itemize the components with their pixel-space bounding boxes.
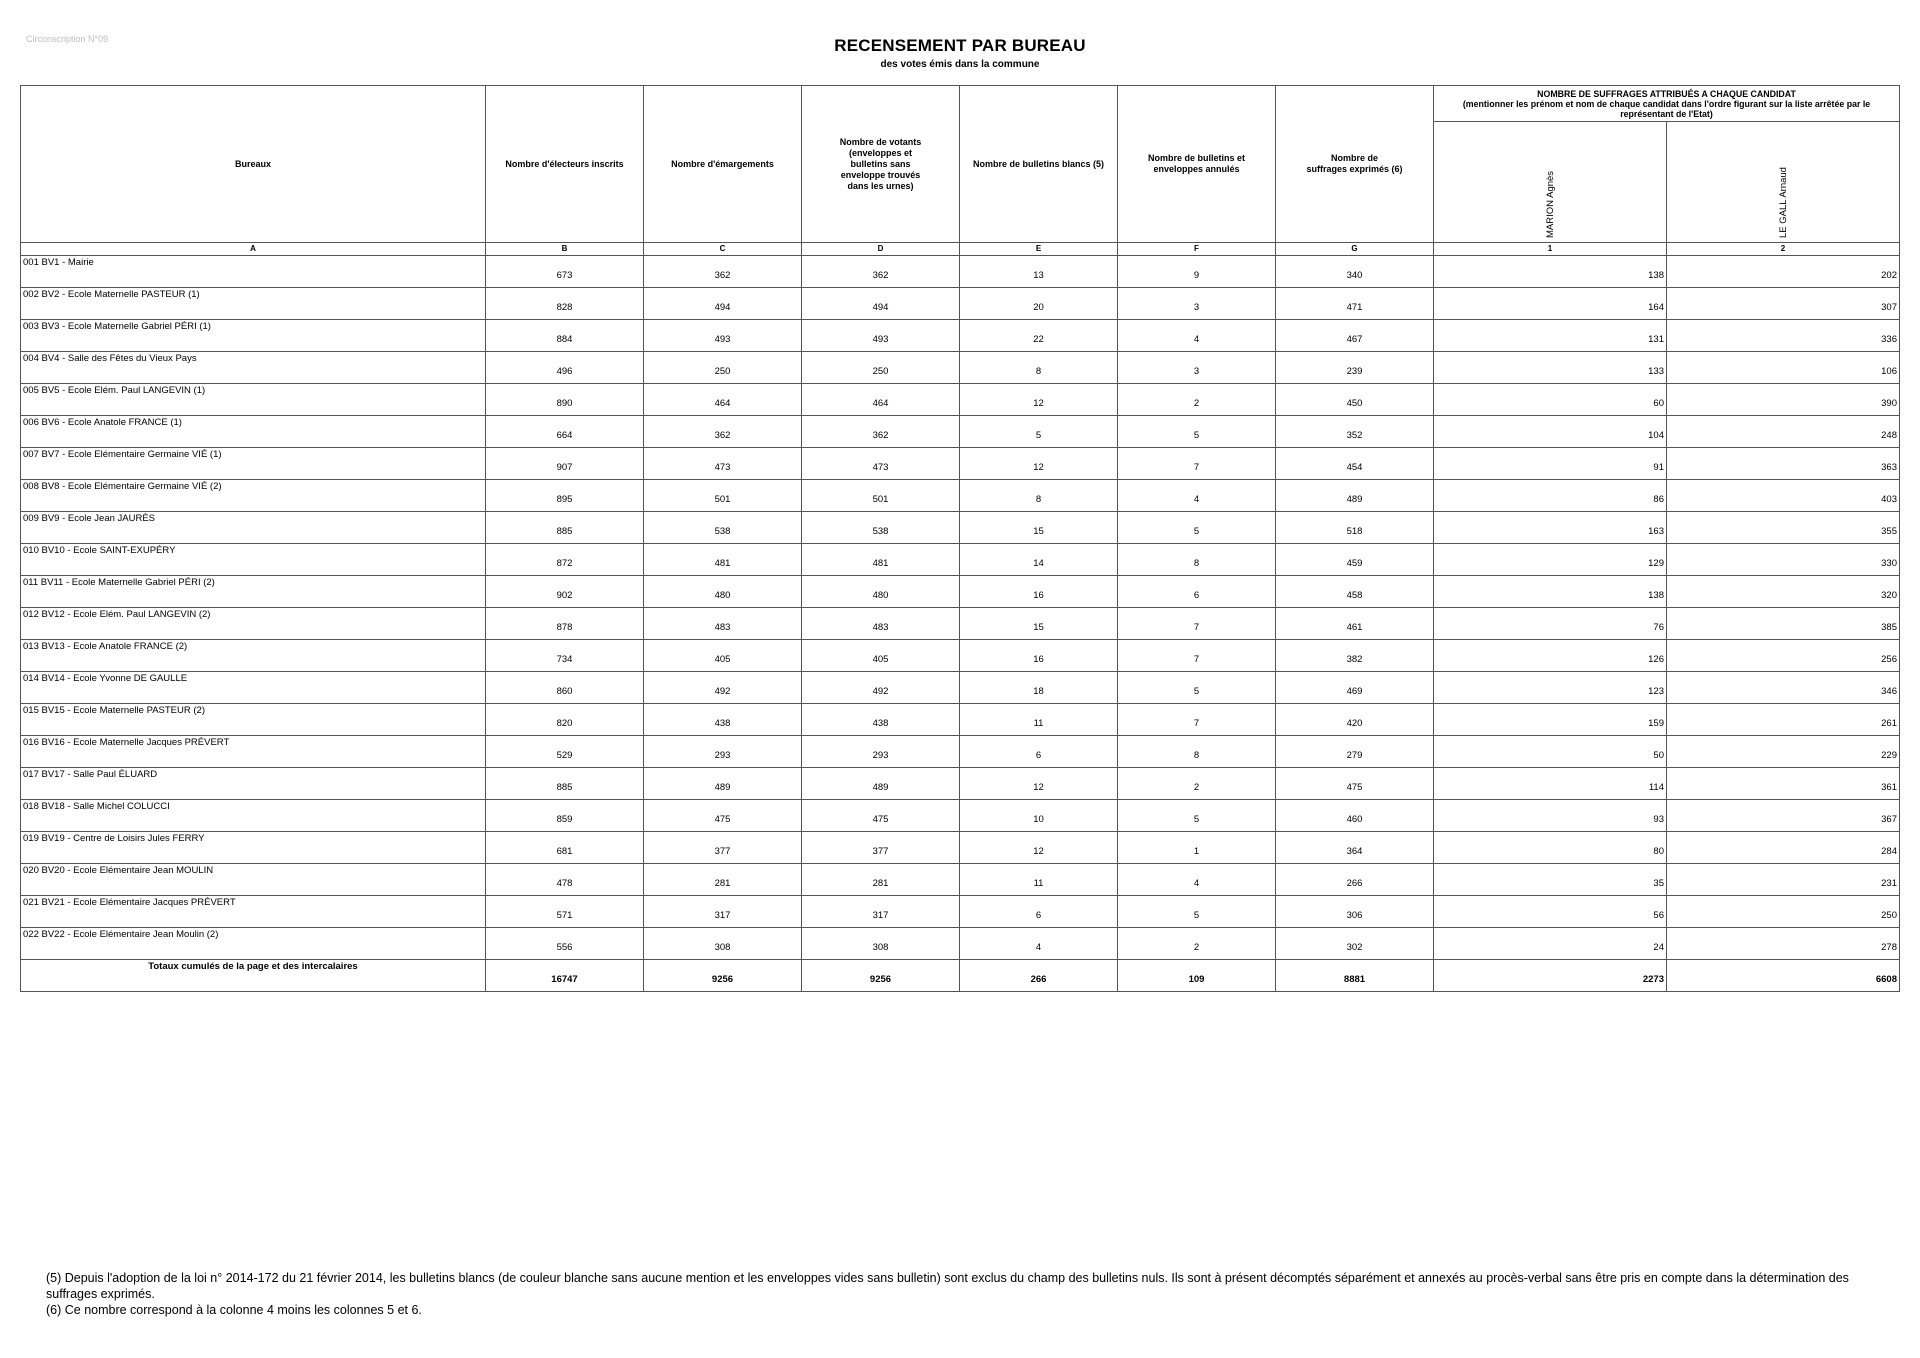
cell-exprimes: 302 — [1276, 928, 1434, 960]
cell-candidate-1: 104 — [1434, 416, 1667, 448]
column-letter: B — [486, 243, 644, 256]
cell-candidate-1: 138 — [1434, 256, 1667, 288]
bureau-name: 009 BV9 - Ecole Jean JAURÈS — [21, 512, 486, 544]
cell-exprimes: 454 — [1276, 448, 1434, 480]
cell-votants: 308 — [802, 928, 960, 960]
cell-annules: 4 — [1118, 320, 1276, 352]
cell-blancs: 15 — [960, 512, 1118, 544]
cell-candidate-2: 250 — [1667, 896, 1900, 928]
cell-votants: 475 — [802, 800, 960, 832]
cell-exprimes: 382 — [1276, 640, 1434, 672]
cell-blancs: 8 — [960, 480, 1118, 512]
column-letter: C — [644, 243, 802, 256]
cell-emargements: 250 — [644, 352, 802, 384]
column-letter: E — [960, 243, 1118, 256]
cell-inscrits: 859 — [486, 800, 644, 832]
cell-exprimes: 475 — [1276, 768, 1434, 800]
cell-annules: 7 — [1118, 640, 1276, 672]
cell-candidate-2: 307 — [1667, 288, 1900, 320]
cell-votants: 481 — [802, 544, 960, 576]
cell-exprimes: 459 — [1276, 544, 1434, 576]
col-header-bureaux: Bureaux — [21, 86, 486, 243]
cell-annules: 3 — [1118, 352, 1276, 384]
table-row — [21, 576, 1900, 608]
cell-candidate-2: 363 — [1667, 448, 1900, 480]
cell-candidate-2: 385 — [1667, 608, 1900, 640]
bureau-name: 020 BV20 - Ecole Elémentaire Jean MOULIN — [21, 864, 486, 896]
bureau-name: 002 BV2 - Ecole Maternelle PASTEUR (1) — [21, 288, 486, 320]
table-body — [21, 256, 1900, 960]
cell-candidate-1: 50 — [1434, 736, 1667, 768]
cell-inscrits: 878 — [486, 608, 644, 640]
cell-emargements: 492 — [644, 672, 802, 704]
cell-annules: 5 — [1118, 512, 1276, 544]
cell-blancs: 15 — [960, 608, 1118, 640]
cell-votants: 281 — [802, 864, 960, 896]
cell-blancs: 12 — [960, 832, 1118, 864]
cell-emargements: 494 — [644, 288, 802, 320]
total-votants: 9256 — [802, 960, 960, 992]
total-exprimes: 8881 — [1276, 960, 1434, 992]
cell-annules: 2 — [1118, 384, 1276, 416]
cell-emargements: 501 — [644, 480, 802, 512]
cell-inscrits: 556 — [486, 928, 644, 960]
cell-inscrits: 496 — [486, 352, 644, 384]
cell-emargements: 438 — [644, 704, 802, 736]
cell-inscrits: 571 — [486, 896, 644, 928]
page-subtitle: des votes émis dans la commune — [880, 59, 1040, 70]
cell-exprimes: 279 — [1276, 736, 1434, 768]
cell-blancs: 11 — [960, 864, 1118, 896]
cell-inscrits: 828 — [486, 288, 644, 320]
cell-annules: 1 — [1118, 832, 1276, 864]
cell-inscrits: 902 — [486, 576, 644, 608]
table-row — [21, 896, 1900, 928]
cell-votants: 501 — [802, 480, 960, 512]
cell-votants: 480 — [802, 576, 960, 608]
cell-emargements: 405 — [644, 640, 802, 672]
cell-exprimes: 458 — [1276, 576, 1434, 608]
cell-candidate-2: 361 — [1667, 768, 1900, 800]
cell-candidate-1: 159 — [1434, 704, 1667, 736]
cell-votants: 494 — [802, 288, 960, 320]
bureau-name: 010 BV10 - Ecole SAINT-EXUPÉRY — [21, 544, 486, 576]
bureau-name: 014 BV14 - Ecole Yvonne DE GAULLE — [21, 672, 486, 704]
cell-votants: 538 — [802, 512, 960, 544]
table-row — [21, 448, 1900, 480]
cell-emargements: 317 — [644, 896, 802, 928]
cell-blancs: 20 — [960, 288, 1118, 320]
bureau-name: 004 BV4 - Salle des Fêtes du Vieux Pays — [21, 352, 486, 384]
cell-emargements: 293 — [644, 736, 802, 768]
col-header-candidate-2 — [1667, 122, 1900, 243]
cell-inscrits: 907 — [486, 448, 644, 480]
table-row — [21, 416, 1900, 448]
table-row — [21, 800, 1900, 832]
cell-annules: 2 — [1118, 928, 1276, 960]
bureau-name: 017 BV17 - Salle Paul ÉLUARD — [21, 768, 486, 800]
col-header-emargements: Nombre d'émargements — [644, 86, 802, 243]
cell-emargements: 481 — [644, 544, 802, 576]
cell-blancs: 12 — [960, 448, 1118, 480]
cell-blancs: 4 — [960, 928, 1118, 960]
footnote-6: (6) Ce nombre correspond à la colonne 4 moins les colonnes 5 et 6. — [46, 1303, 422, 1317]
table-row — [21, 640, 1900, 672]
cell-votants: 293 — [802, 736, 960, 768]
cell-blancs: 16 — [960, 576, 1118, 608]
total-annules: 109 — [1118, 960, 1276, 992]
cell-exprimes: 469 — [1276, 672, 1434, 704]
cell-candidate-2: 202 — [1667, 256, 1900, 288]
cell-candidate-2: 346 — [1667, 672, 1900, 704]
cell-annules: 8 — [1118, 544, 1276, 576]
table-row — [21, 352, 1900, 384]
cell-emargements: 362 — [644, 256, 802, 288]
bureau-name: 011 BV11 - Ecole Maternelle Gabriel PÉRI (2) — [21, 576, 486, 608]
bureau-name: 012 BV12 - Ecole Elém. Paul LANGEVIN (2) — [21, 608, 486, 640]
cell-blancs: 12 — [960, 384, 1118, 416]
cell-annules: 5 — [1118, 800, 1276, 832]
cell-exprimes: 460 — [1276, 800, 1434, 832]
cell-exprimes: 461 — [1276, 608, 1434, 640]
total-blancs: 266 — [960, 960, 1118, 992]
cell-candidate-1: 114 — [1434, 768, 1667, 800]
cell-exprimes: 518 — [1276, 512, 1434, 544]
bureau-name: 016 BV16 - Ecole Maternelle Jacques PRÉVERT — [21, 736, 486, 768]
cell-candidate-2: 336 — [1667, 320, 1900, 352]
cell-annules: 8 — [1118, 736, 1276, 768]
cell-annules: 6 — [1118, 576, 1276, 608]
bureau-name: 013 BV13 - Ecole Anatole FRANCE (2) — [21, 640, 486, 672]
cell-emargements: 308 — [644, 928, 802, 960]
cell-votants: 317 — [802, 896, 960, 928]
cell-annules: 2 — [1118, 768, 1276, 800]
cell-inscrits: 478 — [486, 864, 644, 896]
cell-emargements: 473 — [644, 448, 802, 480]
cell-inscrits: 673 — [486, 256, 644, 288]
cell-votants: 362 — [802, 416, 960, 448]
bureau-name: 005 BV5 - Ecole Elém. Paul LANGEVIN (1) — [21, 384, 486, 416]
col-header-annules: Nombre de bulletins et enveloppes annulés — [1118, 86, 1276, 243]
cell-exprimes: 306 — [1276, 896, 1434, 928]
table-row — [21, 544, 1900, 576]
cell-blancs: 18 — [960, 672, 1118, 704]
cell-exprimes: 489 — [1276, 480, 1434, 512]
cell-candidate-2: 261 — [1667, 704, 1900, 736]
cell-emargements: 480 — [644, 576, 802, 608]
col-header-inscrits: Nombre d'électeurs inscrits — [486, 86, 644, 243]
candidate-1-name: MARION Agnès — [1545, 170, 1556, 238]
bureau-name: 015 BV15 - Ecole Maternelle PASTEUR (2) — [21, 704, 486, 736]
column-letter: 2 — [1667, 243, 1900, 256]
table-row — [21, 864, 1900, 896]
totals-label: Totaux cumulés de la page et des intercalaires — [21, 960, 486, 992]
cell-blancs: 5 — [960, 416, 1118, 448]
table-row — [21, 512, 1900, 544]
cell-candidate-1: 131 — [1434, 320, 1667, 352]
cell-votants: 250 — [802, 352, 960, 384]
circonscription-label: Circonscription N°09 — [26, 34, 109, 44]
table-row — [21, 928, 1900, 960]
table-row — [21, 768, 1900, 800]
table-row — [21, 256, 1900, 288]
col-header-votants: Nombre de votants (enveloppes et bulletins sans enveloppe trouvés dans les urnes) — [802, 86, 960, 243]
bureau-name: 003 BV3 - Ecole Maternelle Gabriel PÉRI (1) — [21, 320, 486, 352]
cell-candidate-2: 320 — [1667, 576, 1900, 608]
cell-votants: 464 — [802, 384, 960, 416]
col-header-candidats-group: NOMBRE DE SUFFRAGES ATTRIBUÉS A CHAQUE CANDIDAT (mentionner les prénom et nom de chaque candidat dans l'ordre figurant sur la liste arrêtée par le représentant de l'Etat) — [1434, 86, 1900, 122]
cell-candidate-1: 138 — [1434, 576, 1667, 608]
cell-candidate-1: 80 — [1434, 832, 1667, 864]
cell-inscrits: 734 — [486, 640, 644, 672]
col-header-candidate-1 — [1434, 122, 1667, 243]
table-row — [21, 288, 1900, 320]
cell-candidate-1: 93 — [1434, 800, 1667, 832]
total-candidate-1: 2273 — [1434, 960, 1667, 992]
cell-candidate-2: 284 — [1667, 832, 1900, 864]
column-letter: A — [21, 243, 486, 256]
column-letter: D — [802, 243, 960, 256]
table-row — [21, 480, 1900, 512]
table-row — [21, 736, 1900, 768]
cell-annules: 7 — [1118, 608, 1276, 640]
cell-candidate-2: 367 — [1667, 800, 1900, 832]
cell-exprimes: 420 — [1276, 704, 1434, 736]
cell-candidate-1: 86 — [1434, 480, 1667, 512]
cell-votants: 493 — [802, 320, 960, 352]
cell-inscrits: 820 — [486, 704, 644, 736]
cell-emargements: 464 — [644, 384, 802, 416]
results-table — [20, 85, 1900, 992]
cell-candidate-1: 126 — [1434, 640, 1667, 672]
cell-votants: 473 — [802, 448, 960, 480]
cell-emargements: 493 — [644, 320, 802, 352]
cell-inscrits: 885 — [486, 768, 644, 800]
total-emargements: 9256 — [644, 960, 802, 992]
cell-blancs: 11 — [960, 704, 1118, 736]
cell-votants: 438 — [802, 704, 960, 736]
cell-inscrits: 872 — [486, 544, 644, 576]
cell-candidate-1: 24 — [1434, 928, 1667, 960]
cell-candidate-2: 231 — [1667, 864, 1900, 896]
cell-candidate-1: 35 — [1434, 864, 1667, 896]
cell-exprimes: 471 — [1276, 288, 1434, 320]
cell-votants: 362 — [802, 256, 960, 288]
cell-votants: 377 — [802, 832, 960, 864]
cell-blancs: 16 — [960, 640, 1118, 672]
cell-exprimes: 467 — [1276, 320, 1434, 352]
cell-candidate-1: 129 — [1434, 544, 1667, 576]
cell-blancs: 13 — [960, 256, 1118, 288]
bureau-name: 006 BV6 - Ecole Anatole FRANCE (1) — [21, 416, 486, 448]
cell-annules: 5 — [1118, 416, 1276, 448]
cell-votants: 489 — [802, 768, 960, 800]
cell-candidate-1: 123 — [1434, 672, 1667, 704]
bureau-name: 008 BV8 - Ecole Elémentaire Germaine VIÉ (2) — [21, 480, 486, 512]
cell-blancs: 10 — [960, 800, 1118, 832]
cell-exprimes: 364 — [1276, 832, 1434, 864]
column-letter: G — [1276, 243, 1434, 256]
footnotes — [46, 1270, 1876, 1318]
cell-inscrits: 860 — [486, 672, 644, 704]
candidate-2-name: LE GALL Arnaud — [1778, 167, 1789, 238]
cell-annules: 5 — [1118, 672, 1276, 704]
cell-annules: 4 — [1118, 864, 1276, 896]
cell-candidate-1: 91 — [1434, 448, 1667, 480]
cell-candidate-1: 164 — [1434, 288, 1667, 320]
cell-blancs: 6 — [960, 736, 1118, 768]
cell-candidate-2: 248 — [1667, 416, 1900, 448]
cell-blancs: 6 — [960, 896, 1118, 928]
cell-candidate-1: 76 — [1434, 608, 1667, 640]
table-row — [21, 704, 1900, 736]
cell-exprimes: 450 — [1276, 384, 1434, 416]
cell-candidate-2: 106 — [1667, 352, 1900, 384]
cell-blancs: 8 — [960, 352, 1118, 384]
cell-annules: 3 — [1118, 288, 1276, 320]
bureau-name: 022 BV22 - Ecole Elémentaire Jean Moulin (2) — [21, 928, 486, 960]
cell-emargements: 281 — [644, 864, 802, 896]
cell-candidate-2: 355 — [1667, 512, 1900, 544]
cell-votants: 492 — [802, 672, 960, 704]
cell-votants: 483 — [802, 608, 960, 640]
cell-candidate-1: 163 — [1434, 512, 1667, 544]
cell-votants: 405 — [802, 640, 960, 672]
bureau-name: 007 BV7 - Ecole Elémentaire Germaine VIÉ (1) — [21, 448, 486, 480]
cell-annules: 5 — [1118, 896, 1276, 928]
cell-emargements: 362 — [644, 416, 802, 448]
cell-candidate-2: 256 — [1667, 640, 1900, 672]
cell-candidate-2: 403 — [1667, 480, 1900, 512]
cell-candidate-2: 278 — [1667, 928, 1900, 960]
cell-emargements: 475 — [644, 800, 802, 832]
cell-candidate-2: 229 — [1667, 736, 1900, 768]
cell-inscrits: 890 — [486, 384, 644, 416]
cell-candidate-2: 390 — [1667, 384, 1900, 416]
cell-emargements: 538 — [644, 512, 802, 544]
cell-emargements: 483 — [644, 608, 802, 640]
cell-exprimes: 239 — [1276, 352, 1434, 384]
cell-annules: 7 — [1118, 448, 1276, 480]
cell-inscrits: 529 — [486, 736, 644, 768]
cell-exprimes: 340 — [1276, 256, 1434, 288]
cell-blancs: 14 — [960, 544, 1118, 576]
column-letter: F — [1118, 243, 1276, 256]
col-header-blancs: Nombre de bulletins blancs (5) — [960, 86, 1118, 243]
cell-inscrits: 884 — [486, 320, 644, 352]
cell-inscrits: 664 — [486, 416, 644, 448]
cell-inscrits: 681 — [486, 832, 644, 864]
cell-inscrits: 895 — [486, 480, 644, 512]
cell-candidate-1: 56 — [1434, 896, 1667, 928]
table-row — [21, 832, 1900, 864]
total-candidate-2: 6608 — [1667, 960, 1900, 992]
table-row — [21, 672, 1900, 704]
cell-blancs: 12 — [960, 768, 1118, 800]
totals-row — [21, 960, 1900, 992]
footnote-5: (5) Depuis l'adoption de la loi n° 2014-172 du 21 février 2014, les bulletins blancs (de couleur blanche sans aucune mention et les enveloppes vides sans bulletin) sont exclus du champ des bulletins nuls. Ils sont à présent décomptés séparément et annexés au procès-verbal sans être pris en compte dans la détermination des suffrages exprimés. — [46, 1271, 1849, 1301]
bureau-name: 021 BV21 - Ecole Elémentaire Jacques PRÉVERT — [21, 896, 486, 928]
cell-annules: 7 — [1118, 704, 1276, 736]
table-row — [21, 320, 1900, 352]
cell-emargements: 377 — [644, 832, 802, 864]
table-row — [21, 608, 1900, 640]
col-header-exprimes: Nombre de suffrages exprimés (6) — [1276, 86, 1434, 243]
table-row — [21, 384, 1900, 416]
bureau-name: 001 BV1 - Mairie — [21, 256, 486, 288]
bureau-name: 019 BV19 - Centre de Loisirs Jules FERRY — [21, 832, 486, 864]
cell-exprimes: 266 — [1276, 864, 1434, 896]
cell-candidate-1: 60 — [1434, 384, 1667, 416]
cell-inscrits: 885 — [486, 512, 644, 544]
cell-emargements: 489 — [644, 768, 802, 800]
cell-blancs: 22 — [960, 320, 1118, 352]
total-inscrits: 16747 — [486, 960, 644, 992]
cell-candidate-1: 133 — [1434, 352, 1667, 384]
cell-candidate-2: 330 — [1667, 544, 1900, 576]
cell-annules: 9 — [1118, 256, 1276, 288]
cell-annules: 4 — [1118, 480, 1276, 512]
page-title: RECENSEMENT PAR BUREAU — [834, 36, 1086, 55]
cell-exprimes: 352 — [1276, 416, 1434, 448]
column-letter: 1 — [1434, 243, 1667, 256]
bureau-name: 018 BV18 - Salle Michel COLUCCI — [21, 800, 486, 832]
